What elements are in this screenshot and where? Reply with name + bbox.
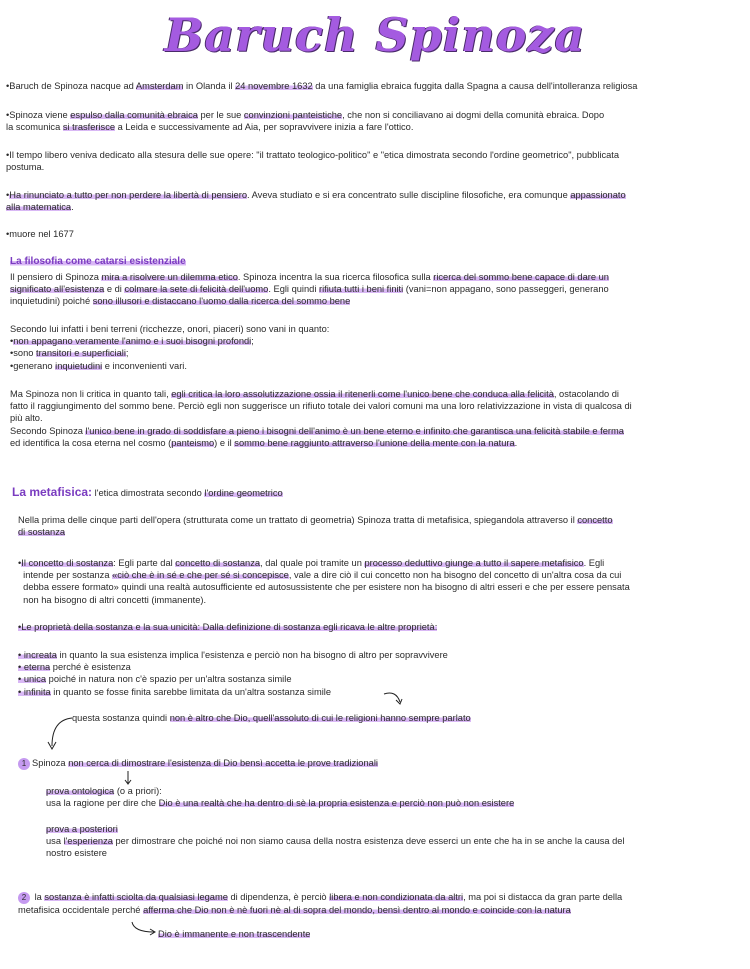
- bio-item-death: •muore nel 1677: [6, 229, 74, 239]
- bio-item-works: •Il tempo libero veniva dedicato alla stesura delle sue opere: "il trattato teologico-politico" e "etica dimostrata secondo l'ordine geometrico", pubblicata postuma.: [6, 150, 620, 173]
- catarsi-critique: Ma Spinoza non li critica in quanto tali, egli critica la loro assolutizzazione ossia il ritenerli come l'unico bene che conduca alla felicità, ostacolando di fatto il raggiungimento del sommo bene. Perciò egli non suggerisce un rifiuto totale dei valori comuni ma una loro relativizzazione in vista di qualcosa di più alto. Secondo Spinoza l'unico bene in grado di soddisfare a pieno i bisogni dell'animo è un bene eterno e infinito che garantisca una felicità stabile e ferma ed identifica la cosa eterna nel cosmo (panteismo) e il sommo bene raggiunto attraverso l'unione della mente con la natura.: [10, 389, 632, 448]
- arrow-icon: [382, 690, 406, 708]
- bio-item-expulsion: •Spinoza viene espulso dalla comunità ebraica per le sue convinzioni panteistiche, che non si conciliavano ai dogmi della comunità ebraica. Dopo la scomunica si trasferisce a Leida e successivamente ad Aia, per sopravvivere inizia a fare l'ottico.: [6, 110, 605, 133]
- bio-item-freedom: •Ha rinunciato a tutto per non perdere la libertà di pensiero. Aveva studiato e si era concentrato sulle discipline filosofiche, era comunque appassionato alla matematica.: [6, 190, 626, 213]
- catarsi-paragraph: Il pensiero di Spinoza mira a risolvere un dilemma etico. Spinoza incentra la sua ricerca filosofica sulla ricerca del sommo bene capace di dare un significato all'esistenza e di colmare la sete di felicità dell'uomo. Egli quindi rifiuta tutti i beni finiti (vani=non appagano, sono passeggeri, generano inquietudini) poiché sono illusori e distaccano l'uomo dalla ricerca del sommo bene: [10, 272, 609, 307]
- metafisica-intro: Nella prima delle cinque parti dell'opera (strutturata come un trattato di geometria) Spinoza tratta di metafisica, spiegandola attraverso il concetto di sostanza: [18, 515, 613, 538]
- arrow-icon: [44, 714, 74, 752]
- metafisica-conclusione: Dio è immanente e non trascendente: [158, 929, 311, 939]
- arrow-icon: [130, 920, 160, 938]
- prova-ontologica: prova ontologica (o a priori): usa la ragione per dire che Dio è una realtà che ha dentro di sè la propria esistenza e perciò non può non esistere: [46, 786, 515, 809]
- metafisica-dio: questa sostanza quindi non è altro che Dio, quell'assoluto di cui le religioni hanno sempre parlato: [72, 713, 471, 723]
- metafisica-proprieta-heading: •Le proprietà della sostanza e la sua unicità: Dalla definizione di sostanza egli ricava le altre proprietà:: [18, 622, 438, 632]
- metafisica-proprieta-list: • increata in quanto la sua esistenza implica l'esistenza e perciò non ha bisogno di altro per sopravvivere • eterna perché è esistenza • unica poiché in natura non c'è spazio per un'altra sostanza simile • infinita in quanto se fosse finita sarebbe limitata da un'altra sostanza simile: [18, 650, 448, 697]
- page-title: Baruch Spinoza: [164, 8, 586, 62]
- bio-item-birth: •Baruch de Spinoza nacque ad Amsterdam in Olanda il 24 novembre 1632 da una famiglia ebraica fuggita dalla Spagna a causa dell'intolleranza religiosa: [6, 81, 638, 91]
- metafisica-liberta: 2 la sostanza è infatti sciolta da qualsiasi legame di dipendenza, è perciò libera e non condizionata da altri, ma poi si distacca da gran parte della metafisica occidentale perché afferma che Dio non è nè fuori nè al di sopra del mondo, bensì dentro al mondo e coincide con la natura: [18, 892, 623, 915]
- arrow-icon: [122, 770, 134, 786]
- metafisica-prove-intro: 1 Spinoza non cerca di dimostrare l'esistenza di Dio bensì accetta le prove tradizionali: [18, 757, 378, 770]
- catarsi-list: Secondo lui infatti i beni terreni (ricchezze, onori, piaceri) sono vani in quanto: •non appagano veramente l'animo e i suoi bisogni profondi; •sono transitori e superficiali; •generano inquietudini e inconvenienti vari.: [10, 324, 330, 371]
- section-heading-catarsi: La filosofia come catarsi esistenziale: [10, 256, 186, 267]
- prova-a-posteriori: prova a posteriori usa l'esperienza per dimostrare che poiché noi non siamo causa della nostra esistenza deve esserci un ente che ha in se anche la causa del nostro esistere: [46, 824, 625, 859]
- metafisica-sostanza: •Il concetto di sostanza: Egli parte dal concetto di sostanza, dal quale poi tramite un processo deduttivo giunge a tutto il sapere metafisico. Egli intende per sostanza «ciò che è in sé e che per sé si concepisce, vale a dire ciò il cui concetto non ha bisogno del concetto di un'altra cosa da cui debba essere formato» quindi una realtà autosufficiente ed autosussistente che per esistere non ha bisogno di altri esseri e che per essere pensata non ha bisogno di altri concetti (immanente).: [18, 558, 630, 605]
- section-heading-metafisica: La metafisica: l'etica dimostrata secondo l'ordine geometrico: [12, 485, 283, 499]
